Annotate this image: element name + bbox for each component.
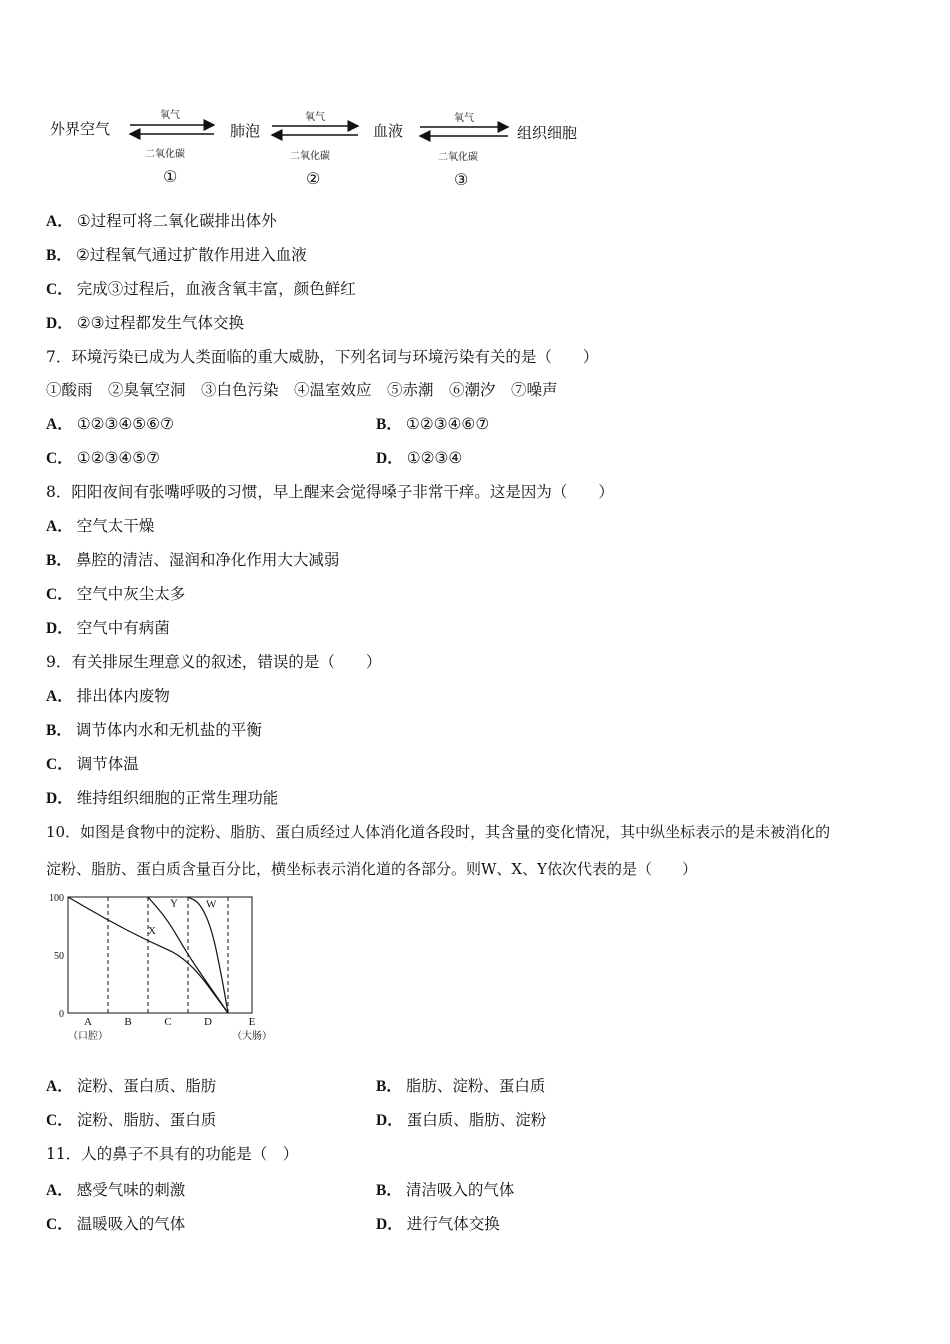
q8-option-a[interactable]	[46, 516, 154, 537]
q10-option-b[interactable]	[376, 1076, 545, 1097]
x-tick-label: C	[164, 1016, 172, 1028]
x-tick-label: A	[84, 1016, 92, 1028]
option-letter: A．	[46, 416, 73, 433]
q11-option-a[interactable]	[46, 1180, 185, 1201]
option-text: 维持组织细胞的正常生理功能	[76, 789, 279, 807]
q7-items: ①酸雨 ②臭氧空洞 ③白色污染 ④温室效应 ⑤赤潮 ⑥潮汐 ⑦噪声	[46, 381, 558, 399]
option-letter: A．	[46, 1182, 73, 1199]
option-letter: C．	[46, 586, 73, 603]
option-letter: A．	[46, 518, 73, 535]
option-text: ②过程氧气通过扩散作用进入血液	[75, 246, 307, 264]
option-letter: B．	[46, 247, 72, 264]
series-line-w	[188, 897, 228, 1013]
q7-option-a[interactable]	[46, 414, 174, 435]
digestion-chart	[40, 885, 280, 1055]
option-text: ②③过程都发生气体交换	[76, 314, 244, 332]
q6-option-c[interactable]	[46, 279, 356, 300]
option-text: 淀粉、蛋白质、脂肪	[76, 1077, 217, 1095]
q10-option-a[interactable]	[46, 1076, 216, 1097]
option-letter: C．	[46, 1216, 73, 1233]
label-co2-3: 二氧化碳	[438, 152, 478, 163]
option-text: 清洁吸入的气体	[405, 1181, 515, 1199]
series-label-x: X	[148, 925, 156, 938]
option-text: 空气太干燥	[76, 517, 155, 535]
option-text: 感受气味的刺激	[76, 1181, 186, 1199]
q7-option-b[interactable]	[376, 414, 489, 435]
q9-option-d[interactable]	[46, 788, 278, 809]
option-letter: B．	[376, 1078, 402, 1095]
q6-option-a[interactable]	[46, 211, 277, 232]
q7-option-c[interactable]	[46, 448, 160, 469]
option-letter: D．	[376, 450, 403, 467]
x-tick-label: D	[204, 1016, 212, 1028]
node-tissue-cells: 组织细胞	[517, 124, 578, 142]
process-mark-1: ①	[163, 167, 178, 186]
option-text: 调节体内水和无机盐的平衡	[75, 721, 262, 739]
option-text: 进行气体交换	[406, 1215, 500, 1233]
q10-stem-line1: 10．如图是食物中的淀粉、脂肪、蛋白质经过人体消化道各段时，其含量的变化情况，其中纵坐标表示的是未被消化的	[46, 823, 831, 841]
option-text: 鼻腔的清洁、湿润和净化作用大大减弱	[75, 551, 340, 569]
option-letter: B．	[46, 722, 72, 739]
series-label-y: Y	[170, 897, 178, 910]
option-text: 脂肪、淀粉、蛋白质	[405, 1077, 546, 1095]
q8-stem: 8．阳阳夜间有张嘴呼吸的习惯，早上醒来会觉得嗓子非常干痒。这是因为（ ）	[46, 483, 614, 501]
x-tick-note: （口腔）	[68, 1031, 108, 1042]
q10-option-d[interactable]	[376, 1110, 546, 1131]
label-oxygen-3: 氧气	[454, 113, 474, 124]
series-label-w: W	[206, 898, 217, 911]
label-oxygen-1: 氧气	[160, 110, 180, 121]
x-tick-label: E	[248, 1016, 256, 1028]
option-text: 蛋白质、脂肪、淀粉	[406, 1111, 547, 1129]
process-mark-2: ②	[306, 169, 321, 188]
option-text: ①过程可将二氧化碳排出体外	[76, 212, 277, 230]
q10-option-c[interactable]	[46, 1110, 216, 1131]
node-blood: 血液	[373, 122, 404, 140]
q7-stem: 7．环境污染已成为人类面临的重大威胁，下列名词与环境污染有关的是（ ）	[46, 348, 599, 366]
y-tick-label: 50	[54, 951, 64, 962]
option-letter: A．	[46, 1078, 73, 1095]
label-co2-1: 二氧化碳	[145, 149, 185, 160]
q11-stem: 11．人的鼻子不具有的功能是（ ）	[46, 1145, 299, 1163]
option-letter: D．	[376, 1112, 403, 1129]
option-text: 温暖吸入的气体	[76, 1215, 186, 1233]
y-tick-label: 100	[49, 893, 64, 904]
q8-option-c[interactable]	[46, 584, 185, 605]
q9-stem: 9．有关排尿生理意义的叙述，错误的是（ ）	[46, 653, 382, 671]
option-letter: C．	[46, 756, 73, 773]
option-text: ①②③④⑤⑦	[76, 449, 161, 467]
process-mark-3: ③	[454, 170, 469, 189]
option-letter: B．	[376, 416, 402, 433]
q8-option-b[interactable]	[46, 550, 339, 571]
q11-option-c[interactable]	[46, 1214, 185, 1235]
option-letter: A．	[46, 213, 73, 230]
q8-option-d[interactable]	[46, 618, 170, 639]
option-letter: C．	[46, 1112, 73, 1129]
option-text: 空气中有病菌	[76, 619, 170, 637]
q6-option-d[interactable]	[46, 313, 244, 334]
option-letter: D．	[46, 315, 73, 332]
q9-option-c[interactable]	[46, 754, 139, 775]
option-text: 完成③过程后，血液含氧丰富，颜色鲜红	[76, 280, 356, 298]
q10-stem-line2: 淀粉、脂肪、蛋白质含量百分比，横坐标表示消化道的各部分。则W、X、Y依次代表的是（ ）	[46, 860, 698, 878]
option-text: ①②③④	[406, 449, 463, 467]
option-letter: B．	[46, 552, 72, 569]
option-letter: D．	[46, 620, 73, 637]
option-text: 排出体内废物	[76, 687, 170, 705]
option-letter: D．	[376, 1216, 403, 1233]
q11-option-b[interactable]	[376, 1180, 514, 1201]
q11-option-d[interactable]	[376, 1214, 500, 1235]
node-alveoli: 肺泡	[230, 122, 261, 140]
option-text: ①②③④⑥⑦	[405, 415, 490, 433]
option-letter: C．	[46, 450, 73, 467]
option-letter: D．	[46, 790, 73, 807]
label-co2-2: 二氧化碳	[290, 151, 330, 162]
label-oxygen-2: 氧气	[305, 112, 325, 123]
option-text: 调节体温	[76, 755, 139, 773]
x-tick-label: B	[124, 1016, 132, 1028]
option-text: 淀粉、脂肪、蛋白质	[76, 1111, 217, 1129]
option-text: 空气中灰尘太多	[76, 585, 186, 603]
option-letter: C．	[46, 281, 73, 298]
diagram-arrows	[0, 0, 600, 200]
q9-option-b[interactable]	[46, 720, 262, 741]
node-outer-air: 外界空气	[50, 120, 111, 138]
x-tick-note: （大肠）	[232, 1031, 272, 1042]
option-text: ①②③④⑤⑥⑦	[76, 415, 174, 433]
q6-option-b[interactable]	[46, 245, 307, 266]
option-letter: A．	[46, 688, 73, 705]
q7-option-d[interactable]	[376, 448, 462, 469]
y-tick-label: 0	[59, 1009, 64, 1020]
q9-option-a[interactable]	[46, 686, 170, 707]
option-letter: B．	[376, 1182, 402, 1199]
